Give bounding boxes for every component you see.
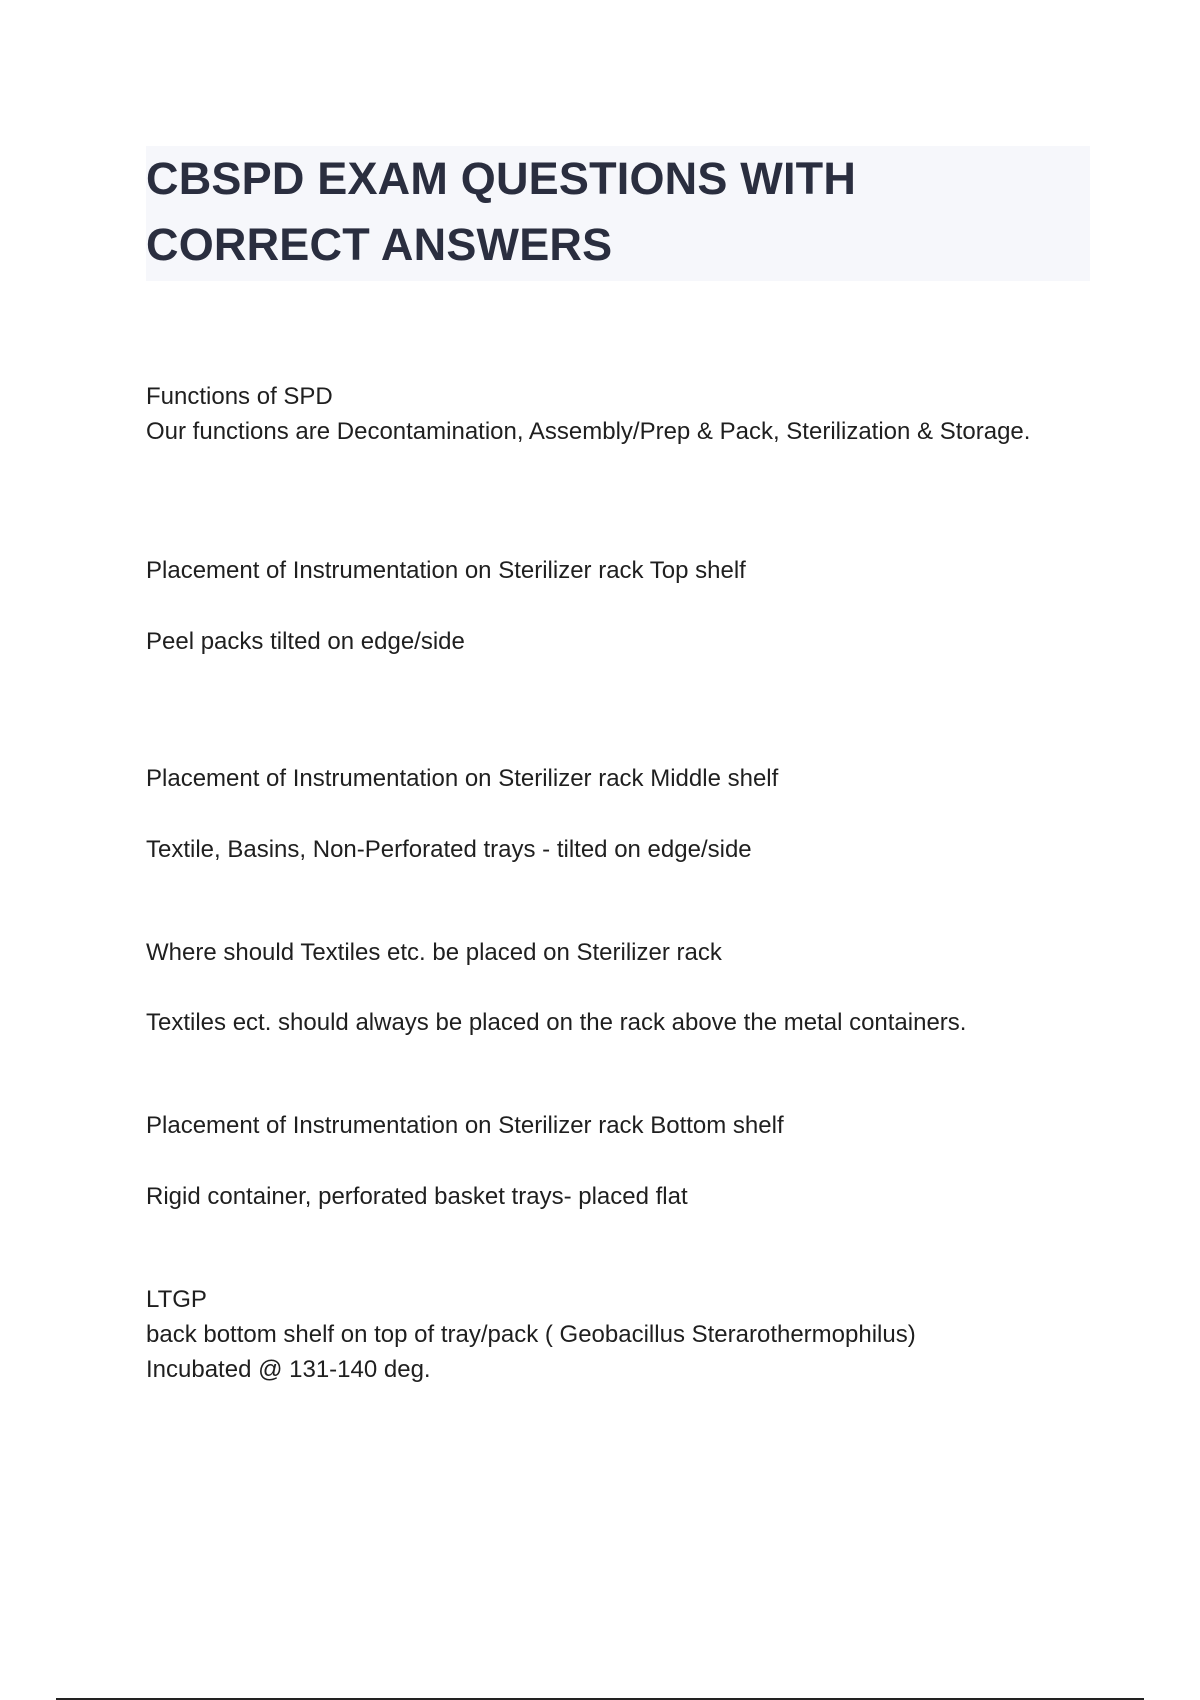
qa-item <box>146 379 1106 449</box>
question-text: Functions of SPD <box>146 383 333 410</box>
title-block <box>146 146 1090 281</box>
qa-answer <box>146 1179 1106 1214</box>
answer-text: Peel packs tilted on edge/side <box>146 628 465 655</box>
title-line-1: CBSPD EXAM QUESTIONS WITH <box>146 153 857 204</box>
question-text: Placement of Instrumentation on Sterilizer rack Top shelf <box>146 557 746 584</box>
answer-text-line-2: Incubated @ 131-140 deg. <box>146 1356 431 1383</box>
question-text: Placement of Instrumentation on Sterilizer rack Middle shelf <box>146 765 779 792</box>
qa-item <box>146 553 1106 588</box>
qa-answer <box>146 624 1106 659</box>
question-text: Where should Textiles etc. be placed on Sterilizer rack <box>146 939 722 966</box>
answer-text: Our functions are Decontamination, Assembly/Prep & Pack, Sterilization & Storage. <box>146 418 1031 445</box>
title-line-2: CORRECT ANSWERS <box>146 219 613 270</box>
answer-text-line-1: back bottom shelf on top of tray/pack ( Geobacillus Sterarothermophilus) <box>146 1321 916 1348</box>
qa-answer <box>146 1005 1106 1040</box>
answer-text: Textile, Basins, Non-Perforated trays - tilted on edge/side <box>146 836 752 863</box>
qa-item <box>146 1108 1106 1143</box>
question-text: Placement of Instrumentation on Sterilizer rack Bottom shelf <box>146 1112 784 1139</box>
answer-text: Rigid container, perforated basket trays- placed flat <box>146 1183 688 1210</box>
question-text: LTGP <box>146 1286 207 1313</box>
page-title <box>146 146 856 278</box>
qa-answer <box>146 832 1106 867</box>
qa-item <box>146 1282 1106 1387</box>
answer-text: Textiles ect. should always be placed on the rack above the metal containers. <box>146 1009 967 1036</box>
qa-item <box>146 761 1106 796</box>
qa-item <box>146 935 1106 970</box>
